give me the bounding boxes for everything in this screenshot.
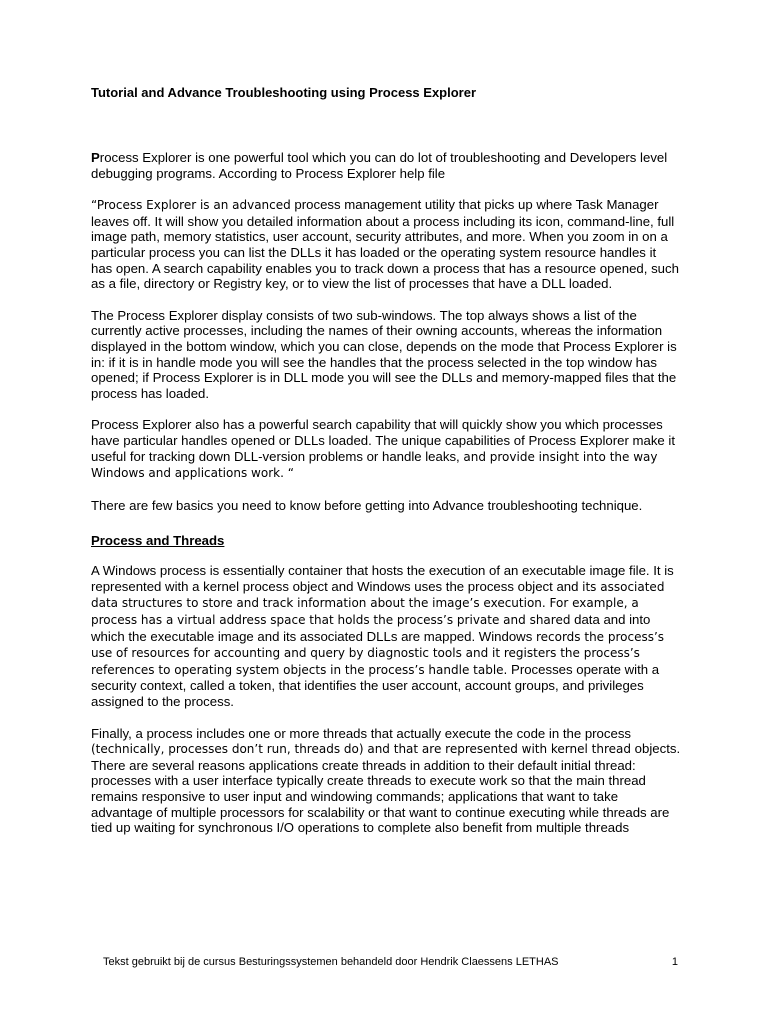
footer-text: Tekst gebruikt bij de cursus Besturingssystemen behandeld door Hendrik Claessens LETHAS	[103, 956, 559, 968]
threads-p-b: (technically, processes don’t run, threads do) and that are represented with kernel thread	[91, 742, 631, 757]
process-p-e: Processes operate with a security context, called a token, that identifies the user account, account groups, and privileges assigned to the process.	[91, 661, 660, 710]
threads-p-c: objects. There are several reasons applications create threads in addition to their default initial thread: processes with a user interface typically create threads to execute work so that the main thread remains responsive to user input and windowing commands; applications that want to take advantage of multiple processors for scalability or that want to continue executing while threads are tied up waiting for synchronous I/O operations to complete also benefit from multiple threads	[91, 741, 681, 836]
threads-paragraph	[91, 726, 681, 836]
page-number: 1	[671, 956, 678, 968]
process-p-c: data and into which the executable image and its associated DLLs are mapped. Windows	[91, 612, 651, 644]
threads-p-a: Finally, a process includes one or more threads that actually execute the code in the process	[91, 725, 632, 741]
document-body	[91, 150, 681, 852]
process-paragraph	[91, 563, 681, 709]
process-p-d: records the process’s use of resources for accounting and query by diagnostic tools and it registers the process’s references to operating system objects in the process’s handle table.	[91, 629, 665, 677]
quote-paragraph-3	[91, 417, 681, 481]
quote-paragraph-2: The Process Explorer display consists of two sub-windows. The top always shows a list of the currently active processes, including the names of their owning accounts, whereas the information displayed in the bottom window, which you can close, depends on the mode that Process Explorer is in: if it is in handle mode you will see the handles that the process selected in the top window has opened; if Process Explorer is in DLL mode you will see the DLLs and memory-mapped files that the process has loaded.	[91, 307, 677, 401]
quote-p3-main: Process Explorer also has a powerful search capability that will quickly show you which processes have particular handles opened or DLLs loaded. The unique capabilities of Process Explorer make it useful for tracking down DLL-version problems or handle leaks,	[91, 417, 676, 464]
document-title: Tutorial and Advance Troubleshooting using Process Explorer	[91, 85, 477, 100]
process-p-a: A Windows process is essentially container that hosts the execution of an executable image file. It is represented with a kernel process object and Windows uses the process object and	[91, 563, 674, 594]
section-heading: Process and Threads	[91, 533, 225, 549]
quote-p1-start: “Process Explorer is an advanced	[91, 198, 291, 213]
quote-p1-rest: process management utility that picks up where Task Manager leaves off. It will show you detailed information about a process including its icon, command-line, full image path, memory statistics, user account, security attributes, and more. When you zoom in on a particular process you can list the DLLs it has loaded or the operating system resource handles it has open. A search capability enables you to track down a process that has a resource opened, such as a file, directory or Registry key, or to view the list of processes that have a DLL loaded.	[91, 197, 679, 292]
intro-initial: P	[91, 150, 100, 165]
process-p-b: its associated data structures to store and track information about the image’s execution. For example, a process has a virtual address space that holds the process’s private and shared	[91, 579, 665, 628]
basics-paragraph: There are few basics you need to know before getting into Advance troubleshooting technique.	[91, 497, 643, 513]
page-footer	[103, 955, 678, 969]
intro-text: rocess Explorer is one powerful tool which you can do lot of troubleshooting and Developers level debugging programs. According to Process Explorer help file	[91, 150, 668, 181]
quote-paragraph-1	[91, 197, 681, 292]
quote-p3-end: and provide insight into the way Windows and applications work. “	[91, 449, 658, 481]
intro-paragraph	[91, 150, 681, 181]
